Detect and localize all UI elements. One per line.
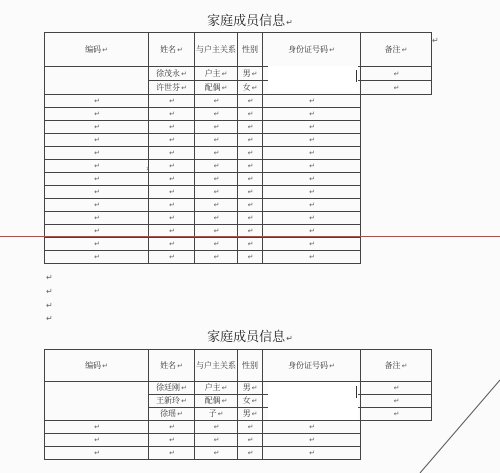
- header-id: 编码↵: [45, 350, 149, 382]
- family-table-2: [44, 349, 432, 460]
- idcard-cell[interactable]: ↵: [238, 173, 263, 186]
- header-idcard: 身份证号码↵: [263, 350, 361, 382]
- table-row: [45, 447, 432, 460]
- gender-cell[interactable]: ↵: [195, 95, 238, 108]
- relation-cell[interactable]: ↵: [149, 160, 195, 173]
- paragraph-mark: ↵: [46, 314, 53, 323]
- selection-highlight: [268, 382, 358, 420]
- table-row: [45, 95, 432, 108]
- note-cell[interactable]: ↵: [361, 395, 432, 408]
- gender-cell[interactable]: ↵: [195, 434, 238, 447]
- note-cell[interactable]: ↵: [361, 408, 432, 421]
- relation-cell[interactable]: 配偶↵: [195, 81, 238, 95]
- relation-cell[interactable]: ↵: [149, 134, 195, 147]
- table-row: [45, 173, 432, 186]
- table-row: [45, 134, 432, 147]
- relation-cell[interactable]: ↵: [149, 121, 195, 134]
- paragraph-mark: ↵: [46, 273, 53, 282]
- relation-cell[interactable]: ↵: [149, 186, 195, 199]
- note-cell[interactable]: ↵: [263, 134, 361, 147]
- family-table-1: [44, 32, 432, 264]
- relation-cell[interactable]: ↵: [149, 95, 195, 108]
- gender-cell[interactable]: 女↵: [238, 81, 263, 95]
- relation-cell[interactable]: ↵: [149, 147, 195, 160]
- table-row: [45, 108, 432, 121]
- relation-cell[interactable]: ↵: [149, 212, 195, 225]
- name-cell[interactable]: ↵: [45, 199, 149, 212]
- name-cell[interactable]: 徐瑶↵: [149, 408, 195, 421]
- gender-cell[interactable]: ↵: [195, 225, 238, 238]
- table-row: [45, 67, 432, 81]
- section2-title: 家庭成员信息↵: [207, 330, 293, 345]
- name-cell[interactable]: ↵: [45, 251, 149, 264]
- idcard-cell[interactable]: ↵: [238, 121, 263, 134]
- relation-cell[interactable]: ↵: [149, 447, 195, 460]
- table-row: [45, 186, 432, 199]
- table-row: [45, 251, 432, 264]
- header-note: 备注↵: [361, 350, 432, 382]
- idcard-cell[interactable]: ↵: [238, 238, 263, 251]
- idcard-cell[interactable]: ↵: [238, 186, 263, 199]
- gender-cell[interactable]: ↵: [195, 212, 238, 225]
- name-cell[interactable]: 徐茂永↵: [149, 67, 195, 81]
- paragraph-mark: ↵: [432, 36, 439, 45]
- relation-cell[interactable]: 户主↵: [195, 67, 238, 81]
- header-id: 编码↵: [45, 33, 149, 67]
- name-cell[interactable]: ↵: [45, 212, 149, 225]
- idcard-cell[interactable]: ↵: [238, 225, 263, 238]
- gender-cell[interactable]: 男↵: [238, 408, 263, 421]
- gender-cell[interactable]: ↵: [195, 134, 238, 147]
- section1-title: 家庭成员信息↵: [207, 14, 293, 29]
- gender-cell[interactable]: ↵: [195, 186, 238, 199]
- idcard-cell[interactable]: ↵: [238, 108, 263, 121]
- note-cell[interactable]: ↵: [263, 421, 361, 434]
- gender-cell[interactable]: 男↵: [238, 382, 263, 395]
- selection-highlight: [268, 66, 358, 92]
- note-cell[interactable]: ↵: [263, 186, 361, 199]
- note-cell[interactable]: ↵: [361, 67, 432, 81]
- table-row: [45, 434, 432, 447]
- relation-cell[interactable]: ↵: [149, 199, 195, 212]
- idcard-cell[interactable]: ↵: [238, 199, 263, 212]
- name-cell[interactable]: ↵: [45, 147, 149, 160]
- note-cell[interactable]: ↵: [263, 199, 361, 212]
- name-cell[interactable]: ↵: [45, 238, 149, 251]
- idcard-cell[interactable]: ↵: [238, 160, 263, 173]
- gender-cell[interactable]: ↵: [195, 199, 238, 212]
- idcard-cell[interactable]: ↵: [238, 134, 263, 147]
- relation-cell[interactable]: ↵: [149, 225, 195, 238]
- idcard-cell[interactable]: ↵: [238, 147, 263, 160]
- name-cell[interactable]: ↵: [45, 134, 149, 147]
- gender-cell[interactable]: ↵: [195, 147, 238, 160]
- table-row: [45, 199, 432, 212]
- relation-cell[interactable]: ↵: [149, 251, 195, 264]
- note-cell[interactable]: ↵: [263, 447, 361, 460]
- paragraph-mark: ↵: [46, 287, 53, 296]
- relation-cell[interactable]: ↵: [149, 238, 195, 251]
- paragraph-mark: ↵: [46, 301, 53, 310]
- relation-cell[interactable]: 户主↵: [195, 382, 238, 395]
- relation-cell[interactable]: 配偶↵: [195, 395, 238, 408]
- table-row: [45, 147, 432, 160]
- table-row: [45, 212, 432, 225]
- idcard-cell[interactable]: ↵: [238, 434, 263, 447]
- name-cell[interactable]: ↵: [45, 225, 149, 238]
- note-cell[interactable]: ↵: [263, 238, 361, 251]
- name-cell[interactable]: ↵: [45, 447, 149, 460]
- relation-cell[interactable]: ↵: [149, 421, 195, 434]
- header-relation: 与户主关系: [195, 33, 238, 67]
- id-cell-merged[interactable]: [45, 67, 149, 95]
- header-gender: 性别: [238, 350, 263, 382]
- gender-cell[interactable]: 女↵: [238, 395, 263, 408]
- paragraph-mark: ›: [146, 164, 150, 173]
- note-cell[interactable]: ↵: [263, 95, 361, 108]
- table-row: [45, 238, 432, 251]
- gender-cell[interactable]: ↵: [195, 238, 238, 251]
- name-cell[interactable]: ↵: [45, 434, 149, 447]
- name-cell[interactable]: 许世芬↵: [149, 81, 195, 95]
- name-cell[interactable]: ↵: [45, 108, 149, 121]
- note-cell[interactable]: ↵: [263, 121, 361, 134]
- idcard-cell[interactable]: ↵: [238, 251, 263, 264]
- table-header-row: [45, 33, 432, 67]
- note-cell[interactable]: ↵: [263, 173, 361, 186]
- note-cell[interactable]: ↵: [263, 160, 361, 173]
- name-cell[interactable]: ↵: [45, 121, 149, 134]
- gender-cell[interactable]: ↵: [195, 251, 238, 264]
- text-cursor: [356, 70, 357, 82]
- name-cell[interactable]: ↵: [45, 421, 149, 434]
- red-line-marker: [0, 236, 500, 237]
- id-cell-merged[interactable]: [45, 382, 149, 421]
- note-cell[interactable]: ↵: [263, 251, 361, 264]
- header-idcard: 身份证号码↵: [263, 33, 361, 67]
- gender-cell[interactable]: ↵: [195, 421, 238, 434]
- header-relation: 与户主关系: [195, 350, 238, 382]
- table-row: [45, 382, 432, 395]
- relation-cell[interactable]: ↵: [149, 108, 195, 121]
- name-cell[interactable]: ↵: [45, 160, 149, 173]
- idcard-cell[interactable]: ↵: [238, 212, 263, 225]
- note-cell[interactable]: ↵: [361, 382, 432, 395]
- name-cell[interactable]: 徐廷刚↵: [149, 382, 195, 395]
- gender-cell[interactable]: ↵: [195, 121, 238, 134]
- gender-cell[interactable]: ↵: [195, 108, 238, 121]
- header-note: 备注↵: [361, 33, 432, 67]
- table-row: [45, 121, 432, 134]
- text-cursor: [356, 386, 357, 398]
- header-name: 姓名↵: [149, 350, 195, 382]
- table-row: [45, 160, 432, 173]
- gender-cell[interactable]: 男↵: [238, 67, 263, 81]
- note-cell[interactable]: ↵: [263, 225, 361, 238]
- relation-cell[interactable]: ↵: [149, 434, 195, 447]
- gender-cell[interactable]: ↵: [195, 447, 238, 460]
- header-name: 姓名↵: [149, 33, 195, 67]
- idcard-cell[interactable]: ↵: [238, 421, 263, 434]
- gender-cell[interactable]: ↵: [195, 173, 238, 186]
- name-cell[interactable]: ↵: [45, 173, 149, 186]
- idcard-cell[interactable]: ↵: [238, 95, 263, 108]
- name-cell[interactable]: ↵: [45, 95, 149, 108]
- idcard-cell[interactable]: ↵: [238, 447, 263, 460]
- relation-cell[interactable]: 子↵: [195, 408, 238, 421]
- note-cell[interactable]: ↵: [263, 212, 361, 225]
- table-row: [45, 421, 432, 434]
- table-header-row: [45, 350, 432, 382]
- note-cell[interactable]: ↵: [361, 81, 432, 95]
- gender-cell[interactable]: ↵: [195, 160, 238, 173]
- note-cell[interactable]: ↵: [263, 434, 361, 447]
- name-cell[interactable]: 王新玲↵: [149, 395, 195, 408]
- note-cell[interactable]: ↵: [263, 108, 361, 121]
- relation-cell[interactable]: ↵: [149, 173, 195, 186]
- header-gender: 性别: [238, 33, 263, 67]
- name-cell[interactable]: ↵: [45, 186, 149, 199]
- note-cell[interactable]: ↵: [263, 147, 361, 160]
